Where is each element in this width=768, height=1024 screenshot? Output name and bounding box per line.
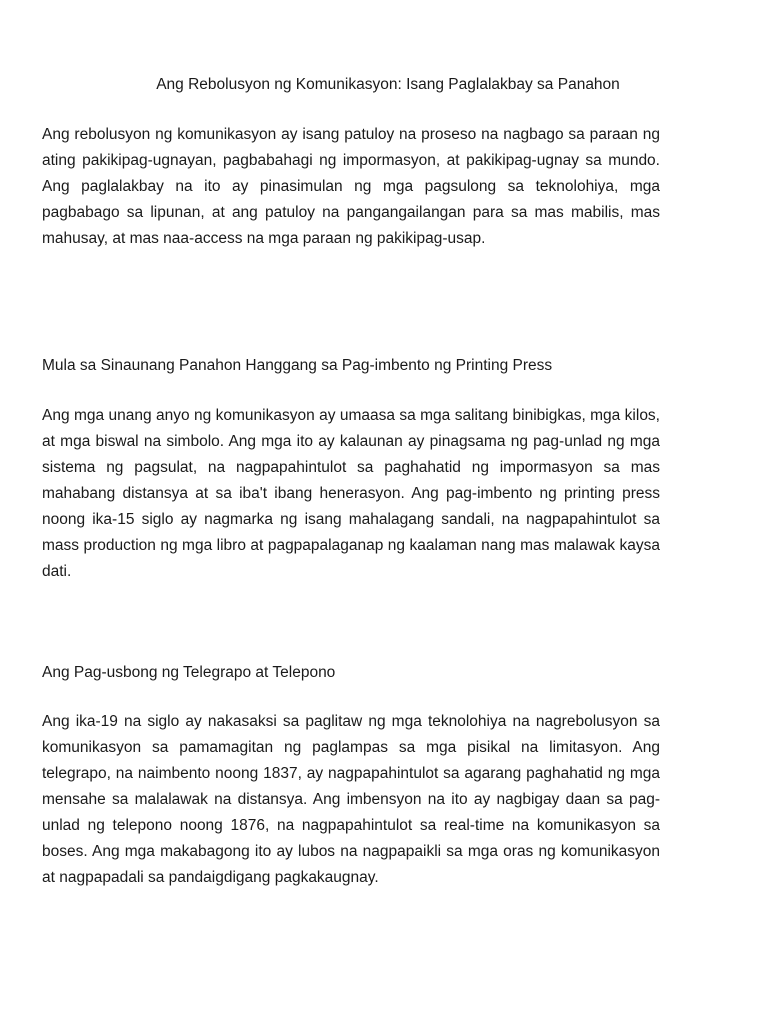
intro-paragraph: Ang rebolusyon ng komunikasyon ay isang patuloy na proseso na nagbago sa paraan ng ating pakikipag-ugnayan, pagbabahagi ng impormasyon, at pakikipag-ugnay sa mundo. Ang paglalakbay na ito ay pinasimulan ng mga pagsulong sa teknolohiya, mga pagbabago sa lipunan, at ang patuloy na pangangailangan para sa mas mabilis, mas mahusay, at mas naa-access na mga paraan ng pakikipag-usap. [42, 126, 660, 247]
document-title: Ang Rebolusyon ng Komunikasyon: Isang Paglalakbay sa Panahon [156, 76, 620, 93]
section-heading-printing-press: Mula sa Sinaunang Panahon Hanggang sa Pag-imbento ng Printing Press [42, 357, 553, 374]
section-heading-telegraph-telephone: Ang Pag-usbong ng Telegrapo at Telepono [42, 664, 336, 681]
section-body-printing-press: Ang mga unang anyo ng komunikasyon ay umaasa sa mga salitang binibigkas, mga kilos, at mga biswal na simbolo. Ang mga ito ay kalaunan ay pinagsama ng pag-unlad ng mga sistema ng pagsulat, na nagpapahintulot sa paghahatid ng impormasyon sa mas mahabang distansya at sa iba't ibang henerasyon. Ang pag-imbento ng printing press noong ika-15 siglo ay nagmarka ng isang mahalagang sandali, na nagpapahintulot sa mass production ng mga libro at pagpapalaganap ng kaalaman nang mas malawak kaysa dati. [42, 407, 660, 580]
section-body-telegraph-telephone: Ang ika-19 na siglo ay nakasaksi sa paglitaw ng mga teknolohiya na nagrebolusyon sa komunikasyon sa pamamagitan ng paglampas sa mga pisikal na limitasyon. Ang telegrapo, na naimbento noong 1837, ay nagpapahintulot sa agarang paghahatid ng mga mensahe sa malalawak na distansya. Ang imbensyon na ito ay nagbigay daan sa pag-unlad ng telepono noong 1876, na nagpapahintulot sa real-time na komunikasyon sa boses. Ang mga makabagong ito ay lubos na nagpapaikli sa mga oras ng komunikasyon at nagpapadali sa pandaigdigang pagkakaugnay. [42, 713, 660, 886]
